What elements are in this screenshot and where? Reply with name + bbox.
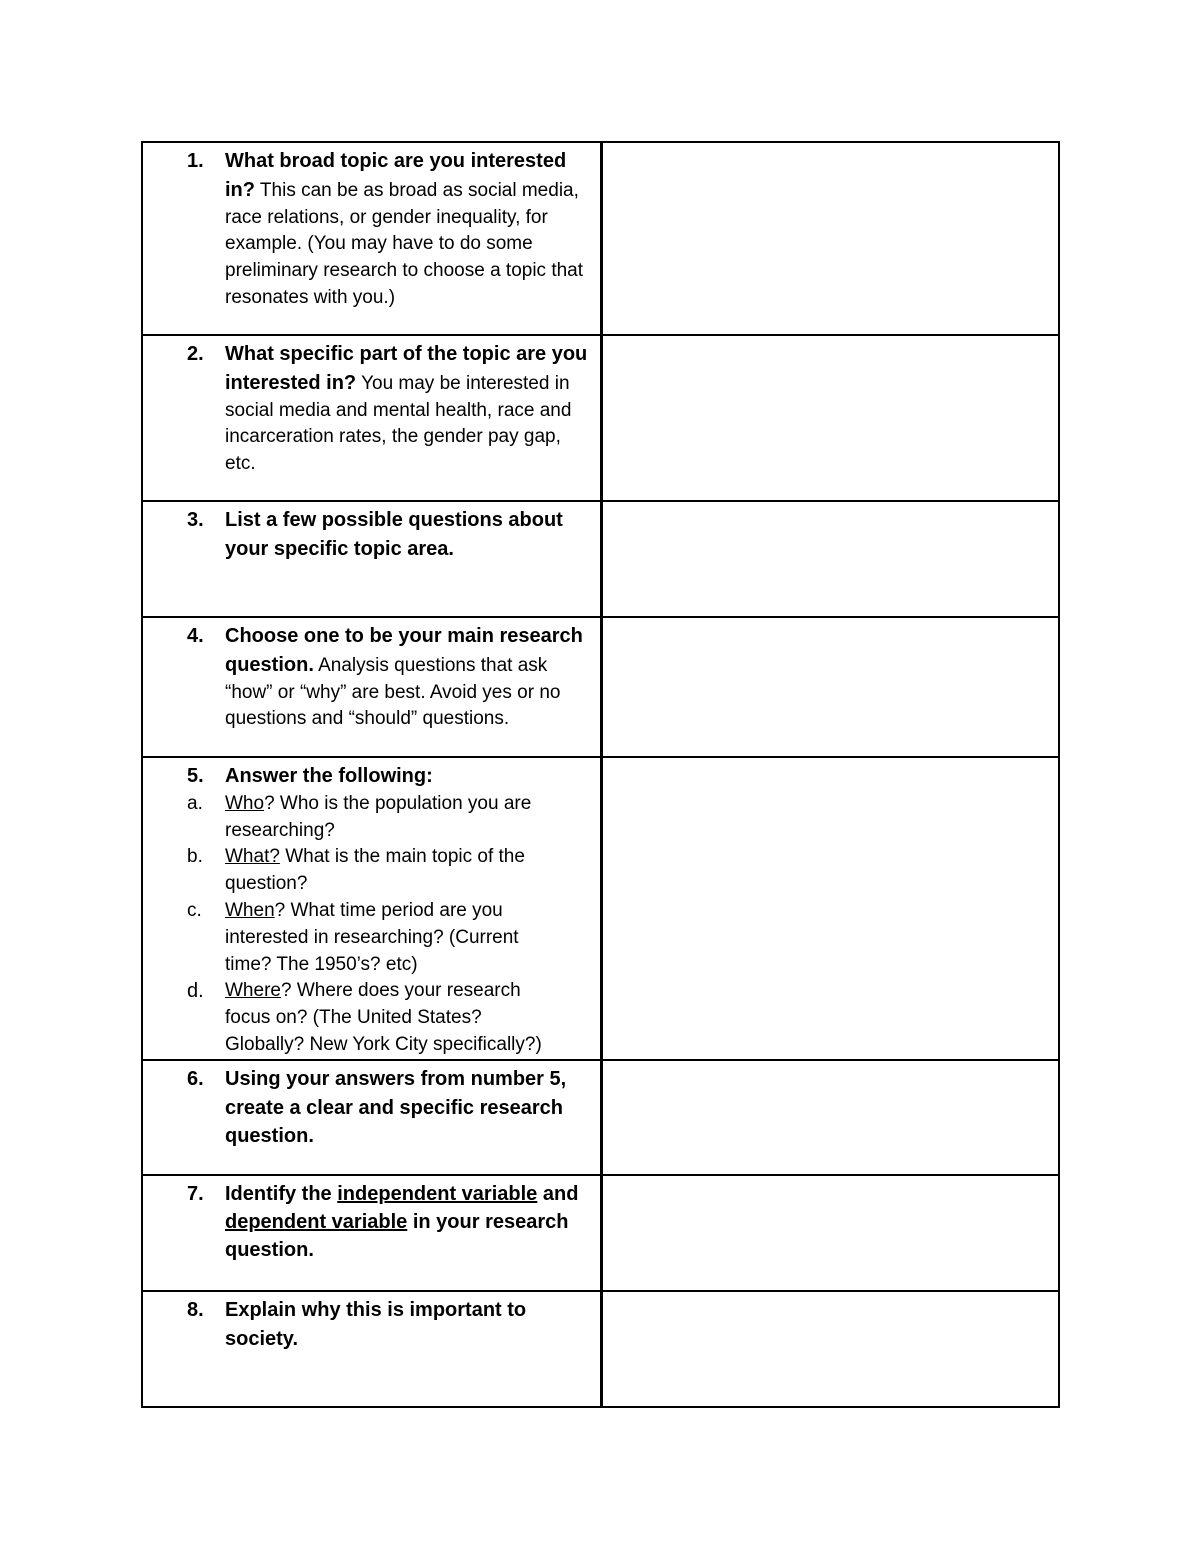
answer-cell-3[interactable]	[602, 501, 1060, 617]
subitem-text: What is the main topic of the question?	[225, 846, 525, 895]
question-number: 4.	[187, 625, 204, 647]
independent-variable-term: independent variable	[337, 1182, 538, 1205]
subitem-letter: c.	[187, 899, 202, 921]
question-cell-4	[142, 617, 602, 757]
question-detail: You may be interested in social media and mental health, race and incarceration rates, the gender pay gap, etc.	[225, 372, 572, 475]
subitem-letter: b.	[187, 846, 203, 868]
dependent-variable-term: dependent variable	[225, 1210, 408, 1233]
subitem-who	[143, 791, 550, 845]
worksheet-row-3	[142, 501, 1059, 617]
question-text-part: and	[537, 1182, 579, 1205]
question-detail: Analysis questions that ask “how” or “why” are best. Avoid yes or no questions and “should” questions.	[225, 654, 561, 730]
worksheet-row-5	[142, 757, 1059, 1060]
subitem-letter: d.	[187, 980, 204, 1003]
question-cell-8	[142, 1291, 602, 1407]
question-cell-6	[142, 1060, 602, 1175]
question-prompt: What specific part of the topic are you interested in?	[225, 343, 588, 394]
question-number: 6.	[187, 1067, 204, 1090]
research-question-worksheet	[141, 141, 1060, 1408]
question-number: 1.	[187, 150, 204, 172]
question-prompt: List a few possible questions about your specific topic area.	[225, 509, 563, 560]
subitem-keyword: What?	[225, 846, 280, 868]
question-prompt: Using your answers from number 5, create a clear and specific research question.	[225, 1067, 567, 1148]
answer-cell-8[interactable]	[602, 1291, 1060, 1407]
answer-cell-6[interactable]	[602, 1060, 1060, 1175]
subitem-when	[143, 898, 550, 978]
question-text-part: Identify the	[225, 1182, 338, 1205]
question-cell-1	[142, 142, 602, 335]
subitem-where	[143, 978, 550, 1058]
question-text-part: in your research question.	[225, 1210, 569, 1261]
worksheet-row-8	[142, 1291, 1059, 1407]
question-cell-7	[142, 1175, 602, 1291]
answer-cell-4[interactable]	[602, 617, 1060, 757]
subitem-text: ? What time period are you interested in researching? (Current time? The 1950’s? etc)	[225, 899, 519, 975]
answer-cell-7[interactable]	[602, 1175, 1060, 1291]
question-prompt: What broad topic are you interested in?	[225, 150, 567, 201]
question-number: 8.	[187, 1298, 204, 1321]
question-cell-2	[142, 335, 602, 501]
answer-cell-1[interactable]	[602, 142, 1060, 335]
question-number: 3.	[187, 509, 204, 531]
question-number: 2.	[187, 343, 204, 365]
worksheet-row-2	[142, 335, 1059, 501]
subitem-text: ? Where does your research focus on? (The United States? Globally? New York City specifically?)	[225, 980, 542, 1055]
subitem-keyword: When	[225, 899, 275, 921]
question-prompt: Answer the following:	[225, 765, 433, 787]
question-cell-5	[142, 757, 602, 1060]
worksheet-row-7	[142, 1175, 1059, 1291]
question-number: 5.	[187, 765, 204, 787]
subitem-keyword: Where	[225, 980, 281, 1002]
subitem-text: ? Who is the population you are researching?	[225, 792, 532, 841]
answer-cell-5[interactable]	[602, 757, 1060, 1060]
subitem-letter: a.	[187, 792, 203, 814]
question-number: 7.	[187, 1182, 204, 1205]
question-prompt: Choose one to be your main research question.	[225, 625, 583, 676]
question-cell-3	[142, 501, 602, 617]
worksheet-row-4	[142, 617, 1059, 757]
subitem-keyword: Who	[225, 792, 265, 814]
worksheet-row-6	[142, 1060, 1059, 1175]
question-prompt: Explain why this is important to society.	[225, 1298, 527, 1350]
subitem-what	[143, 844, 550, 898]
worksheet-row-1	[142, 142, 1059, 335]
question-prompt	[225, 1180, 594, 1264]
question-detail: This can be as broad as social media, race relations, or gender inequality, for example. (You may have to do some preliminary research to choose a topic that resonates with you.)	[225, 179, 584, 308]
answer-cell-2[interactable]	[602, 335, 1060, 501]
